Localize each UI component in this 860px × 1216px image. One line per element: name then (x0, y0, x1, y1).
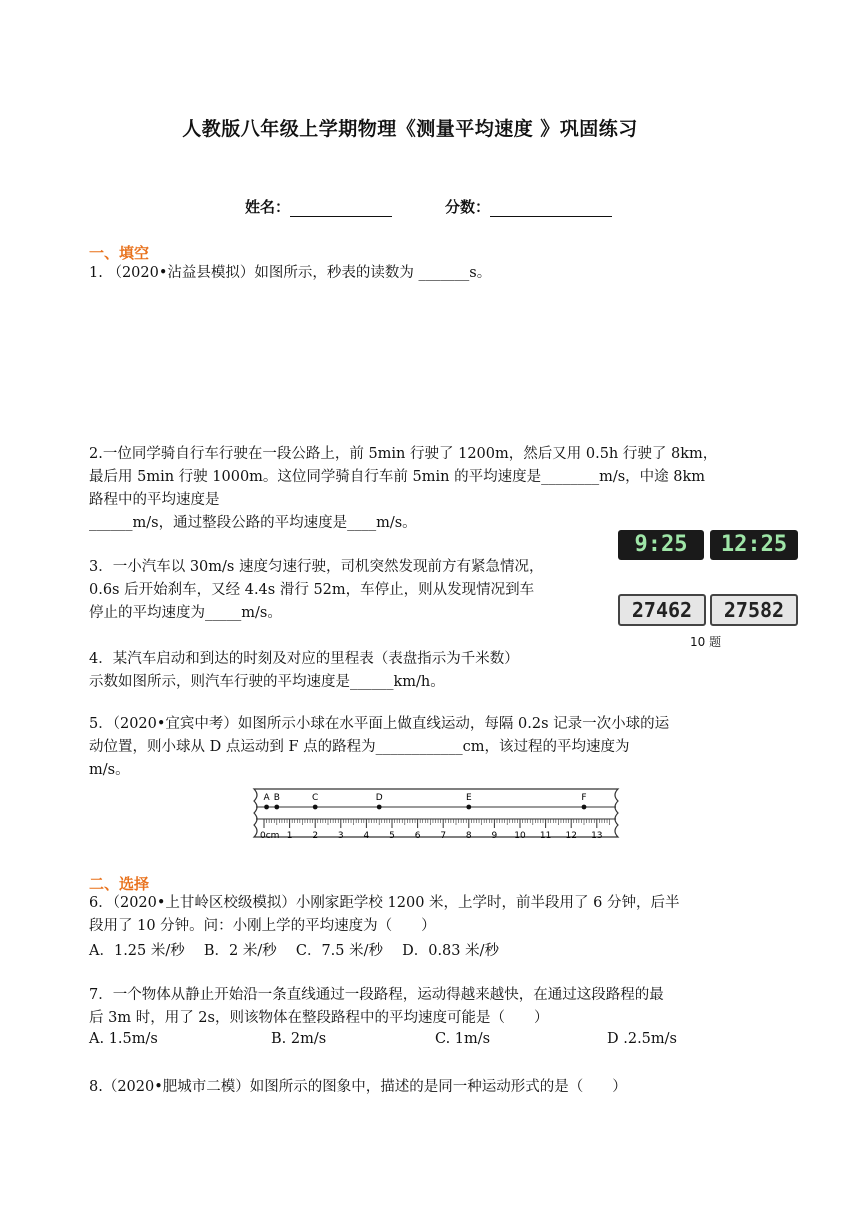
ruler-body (254, 789, 618, 837)
question-6-line-2: 段用了 10 分钟。问：小刚上学的平均速度为（ ） (89, 918, 436, 934)
ruler-tick-label: 12 (565, 831, 577, 841)
question-8: 8.（2020•肥城市二模）如图所示的图象中，描述的是同一种运动形式的是（ ） (89, 1079, 627, 1095)
ruler-tick-label: 6 (414, 831, 421, 841)
option-c[interactable]: C. 1m/s (435, 1031, 491, 1047)
figure-10-caption: 10 题 (690, 635, 722, 649)
score-label: 分数： (445, 198, 491, 216)
ruler-tick-label: 8 (465, 831, 472, 841)
ruler-tick-label: 4 (363, 831, 370, 841)
start-time-display: 9:25 (618, 530, 704, 560)
question-3-line-2: 0.6s 后开始刹车，又经 4.4s 滑行 52m，车停止，则从发现情况到车 (89, 582, 535, 598)
question-3-line-3: 停止的平均速度为_____m/s。 (89, 605, 282, 621)
question-7-line-2: 后 3m 时，用了 2s，则该物体在整段路程中的平均速度可能是（ ） (89, 1010, 549, 1026)
score-field (445, 196, 612, 217)
section-fill-blank: 一、填空 (89, 244, 150, 262)
ball-point-a (264, 805, 269, 810)
ruler-tick-label: 2 (312, 831, 319, 841)
ruler-tick-label: 13 (591, 831, 603, 841)
ruler-tick-label: 7 (440, 831, 447, 841)
question-2-line-1: 2.一位同学骑自行车行驶在一段公路上，前 5min 行驶了 1200m，然后又用 0.5h 行驶了 8km， (89, 446, 718, 462)
ball-point-f (582, 805, 587, 810)
question-6-options: A．1.25 米/秒 B．2 米/秒 C．7.5 米/秒 D．0.83 米/秒 (89, 943, 500, 959)
question-5-line-2: 动位置，则小球从 D 点运动到 F 点的路程为____________cm，该过程的平均速度为 (89, 739, 630, 755)
score-blank[interactable] (490, 200, 612, 217)
ball-label-d: D (375, 793, 383, 803)
question-2-line-3: 路程中的平均速度是 (89, 492, 220, 508)
ball-label-a: A (263, 793, 270, 803)
question-5-line-1: 5．（2020•宜宾中考）如图所示小球在水平面上做直线运动，每隔 0.2s 记录一次小球的运 (89, 716, 670, 732)
ball-label-f: F (581, 793, 587, 803)
name-blank[interactable] (290, 200, 392, 217)
question-4-line-1: 4．某汽车启动和到达的时刻及对应的里程表（表盘指示为千米数） (89, 651, 519, 667)
name-field (245, 196, 392, 217)
ruler-tick-label: 3 (337, 831, 344, 841)
question-4-line-2: 示数如图所示，则汽车行驶的平均速度是______km/h。 (89, 674, 445, 690)
end-time-display: 12:25 (710, 530, 798, 560)
page-title: 人教版八年级上学期物理《测量平均速度 》巩固练习 (182, 118, 638, 140)
ball-point-d (377, 805, 382, 810)
ball-label-b: B (273, 793, 280, 803)
ruler-figure (240, 785, 630, 841)
ruler-tick-label: 11 (539, 831, 552, 841)
ruler-tick-label: 1 (286, 831, 293, 841)
section-choice: 二、选择 (89, 875, 150, 893)
option-d[interactable]: D .2.5m/s (607, 1031, 677, 1047)
ball-point-e (466, 805, 471, 810)
question-6-line-1: 6．（2020•上甘岭区校级模拟）小刚家距学校 1200 米，上学时，前半段用了 6 分钟，后半 (89, 895, 680, 911)
question-2-line-2: 最后用 5min 行驶 1000m。这位同学骑自行车前 5min 的平均速度是________m/s，中途 8km (89, 469, 706, 485)
question-3-line-1: 3．一小汽车以 30m/s 速度匀速行驶，司机突然发现前方有紧急情况， (89, 559, 544, 575)
ball-point-b (274, 805, 279, 810)
end-odometer: 27582 (710, 594, 798, 626)
ruler-tick-label: 9 (491, 831, 498, 841)
name-label: 姓名： (245, 198, 291, 216)
start-odometer: 27462 (618, 594, 706, 626)
option-a[interactable]: A. 1.5m/s (89, 1031, 158, 1047)
ball-point-c (313, 805, 318, 810)
ball-label-e: E (465, 793, 472, 803)
ruler-tick-label: 10 (514, 831, 526, 841)
ruler-unit-label: 0cm (260, 831, 280, 841)
ball-label-c: C (312, 793, 319, 803)
ruler-tick-label: 5 (389, 831, 395, 841)
question-2-line-4: ______m/s，通过整段公路的平均速度是____m/s。 (89, 515, 417, 531)
question-5-line-3: m/s。 (89, 762, 130, 778)
option-b[interactable]: B. 2m/s (271, 1031, 327, 1047)
question-7-line-1: 7．一个物体从静止开始沿一条直线通过一段路程，运动得越来越快，在通过这段路程的最 (89, 987, 664, 1003)
question-1: 1. （2020•沾益县模拟）如图所示，秒表的读数为 _______s。 (89, 265, 492, 281)
